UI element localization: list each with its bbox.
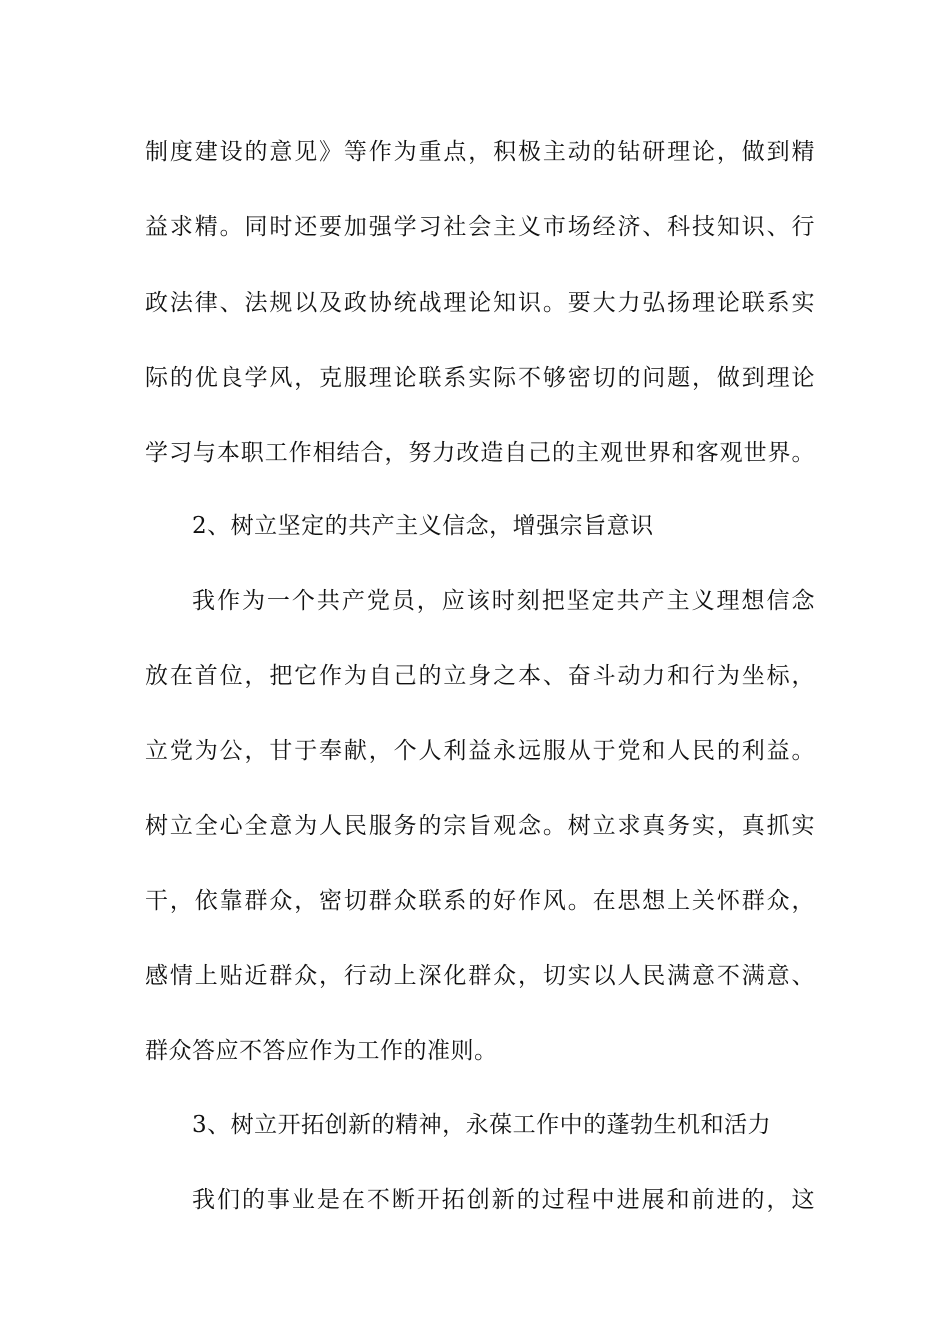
body-text-line: 政法律、法规以及政协统战理论知识。要大力弘扬理论联系实 bbox=[145, 290, 815, 316]
paragraph-first-line: 我作为一个共产党员，应该时刻把坚定共产主义理想信念 bbox=[192, 588, 815, 614]
body-text-line: 放在首位，把它作为自己的立身之本、奋斗动力和行为坐标， bbox=[145, 663, 815, 689]
section-heading: 3、树立开拓创新的精神，永葆工作中的蓬勃生机和活力 bbox=[192, 1112, 772, 1138]
body-text-line: 群众答应不答应作为工作的准则。 bbox=[145, 1038, 498, 1064]
paragraph-first-line: 我们的事业是在不断开拓创新的过程中进展和前进的，这 bbox=[192, 1187, 815, 1213]
body-text-line: 制度建设的意见》等作为重点，积极主动的钻研理论，做到精 bbox=[145, 139, 815, 165]
section-heading: 2、树立坚定的共产主义信念，增强宗旨意识 bbox=[192, 513, 654, 539]
body-text-line: 际的优良学风，克服理论联系实际不够密切的问题，做到理论 bbox=[145, 365, 815, 391]
body-text-line: 益求精。同时还要加强学习社会主义市场经济、科技知识、行 bbox=[145, 214, 815, 240]
body-text-line: 学习与本职工作相结合，努力改造自己的主观世界和客观世界。 bbox=[145, 440, 815, 466]
body-text-line: 干，依靠群众，密切群众联系的好作风。在思想上关怀群众， bbox=[145, 888, 815, 914]
body-text-line: 立党为公，甘于奉献，个人利益永远服从于党和人民的利益。 bbox=[145, 738, 815, 764]
body-text-line: 感情上贴近群众，行动上深化群众，切实以人民满意不满意、 bbox=[145, 963, 815, 989]
body-text-line: 树立全心全意为人民服务的宗旨观念。树立求真务实，真抓实 bbox=[145, 813, 815, 839]
